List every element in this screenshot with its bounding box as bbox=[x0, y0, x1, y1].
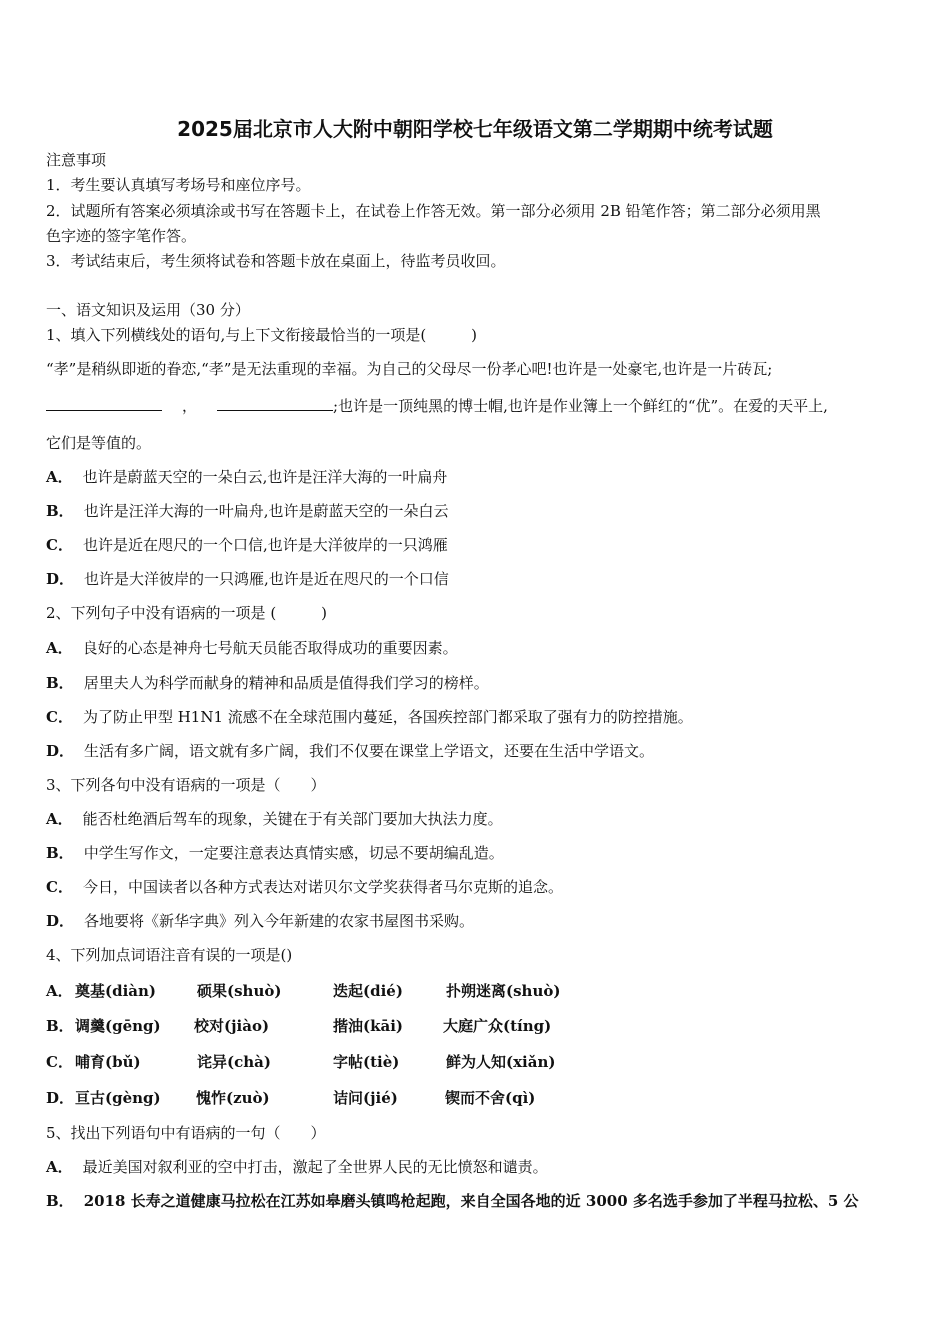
option-key: D． bbox=[46, 742, 75, 760]
question-stem: 3、下列各句中没有语病的一项是（ ） bbox=[46, 776, 326, 794]
option-key: B． bbox=[46, 502, 74, 520]
pinyin-cell: 校对(jiào) bbox=[194, 1017, 270, 1035]
notice-item: 3．考试结束后，考生须将试卷和答题卡放在桌面上，待监考员收回。 bbox=[46, 252, 506, 270]
option-key: B． bbox=[46, 674, 74, 692]
option-a bbox=[46, 638, 458, 658]
answer-blank[interactable] bbox=[217, 396, 333, 411]
option-text: 2018 长寿之道健康马拉松在江苏如皋磨头镇鸣枪起跑，来自全国各地的近 3000 多名选手参加了半程马拉松、5 公 bbox=[83, 1192, 859, 1210]
option-d bbox=[46, 741, 654, 761]
pinyin-cell: 奠基(diàn) bbox=[75, 982, 157, 1000]
pinyin-cell: 锲而不舍(qì) bbox=[445, 1089, 536, 1107]
option-text: 各地要将《新华字典》列入今年新建的农家书屋图书采购。 bbox=[84, 912, 475, 930]
option-text: 生活有多广阔，语文就有多广阔，我们不仅要在课堂上学语文，还要在生活中学语文。 bbox=[84, 742, 655, 760]
option-text: 居里夫人为科学而献身的精神和品质是值得我们学习的榜样。 bbox=[83, 674, 489, 692]
option-text: 为了防止甲型 H1N1 流感不在全球范围内蔓延，各国疾控部门都采取了强有力的防控措施。 bbox=[82, 708, 693, 726]
question-stem: 5、找出下列语句中有语病的一句（ ） bbox=[46, 1124, 326, 1142]
option-c bbox=[46, 707, 693, 727]
notice-item: 2．试题所有答案必须填涂或书写在答题卡上，在试卷上作答无效。第一部分必须用 2B 铅笔作答；第二部分必须用黑 bbox=[46, 202, 821, 220]
option-key: C． bbox=[46, 536, 73, 554]
option-key: B． bbox=[46, 844, 74, 862]
pinyin-cell: 诧异(chà) bbox=[197, 1053, 271, 1071]
notice-item: 色字迹的签字笔作答。 bbox=[46, 227, 197, 245]
answer-blank[interactable] bbox=[46, 396, 162, 411]
option-d bbox=[46, 569, 449, 589]
option-key: D． bbox=[46, 912, 75, 930]
option-key: D． bbox=[46, 1089, 75, 1107]
option-key: A． bbox=[46, 982, 73, 1000]
pinyin-cell: 揩油(kāi) bbox=[333, 1017, 404, 1035]
option-b bbox=[46, 1191, 859, 1211]
option-key: B． bbox=[46, 1017, 74, 1035]
pinyin-cell: 迭起(dié) bbox=[333, 982, 403, 1000]
page-title: 2025届北京市人大附中朝阳学校七年级语文第二学期期中统考试题 bbox=[177, 117, 773, 141]
notice-item: 1．考生要认真填写考场号和座位序号。 bbox=[46, 176, 311, 194]
question-stem: 2、下列句子中没有语病的一项是 ( ) bbox=[46, 604, 328, 622]
question-passage: “孝”是稍纵即逝的眷恋,“孝”是无法重现的幸福。为自己的父母尽一份孝心吧!也许是一处豪宅,也许是一片砖瓦; bbox=[46, 360, 773, 378]
option-text: 良好的心态是神舟七号航天员能否取得成功的重要因素。 bbox=[82, 639, 458, 657]
pinyin-cell: 调羹(gēng) bbox=[75, 1017, 161, 1035]
notice-heading: 注意事项 bbox=[46, 151, 107, 169]
option-key: A． bbox=[46, 639, 73, 657]
option-key: C． bbox=[46, 708, 73, 726]
option-key: A． bbox=[46, 1158, 73, 1176]
option-a bbox=[46, 809, 503, 829]
pinyin-cell: 大庭广众(tíng) bbox=[443, 1017, 552, 1035]
option-key: C． bbox=[46, 878, 73, 896]
pinyin-cell: 诘问(jié) bbox=[333, 1089, 398, 1107]
option-text: 能否杜绝酒后驾车的现象，关键在于有关部门要加大执法力度。 bbox=[82, 810, 503, 828]
option-b bbox=[46, 673, 489, 693]
option-text: 也许是近在咫尺的一个口信,也许是大洋彼岸的一只鸿雁 bbox=[82, 536, 448, 554]
option-a bbox=[46, 467, 447, 487]
pinyin-cell: 扑朔迷离(shuò) bbox=[446, 982, 561, 1000]
question-stem: 4、下列加点词语注音有误的一项是() bbox=[46, 946, 293, 964]
option-b bbox=[46, 501, 448, 521]
section-heading: 一、语文知识及运用（30 分） bbox=[46, 301, 250, 319]
pinyin-cell: 硕果(shuò) bbox=[197, 982, 282, 1000]
option-key: D． bbox=[46, 570, 75, 588]
option-d bbox=[46, 911, 474, 931]
option-text: 也许是大洋彼岸的一只鸿雁,也许是近在咫尺的一个口信 bbox=[84, 570, 449, 588]
option-c bbox=[46, 877, 563, 897]
pinyin-cell: 字帖(tiè) bbox=[333, 1053, 400, 1071]
option-text: 今日，中国读者以各种方式表达对诺贝尔文学奖获得者马尔克斯的追念。 bbox=[82, 878, 563, 896]
question-stem: 1、填入下列横线处的语句,与上下文衔接最恰当的一项是( ) bbox=[46, 326, 478, 344]
option-c bbox=[46, 535, 448, 555]
question-passage: 它们是等值的。 bbox=[46, 434, 152, 452]
option-text: 也许是汪洋大海的一叶扁舟,也许是蔚蓝天空的一朵白云 bbox=[83, 502, 449, 520]
option-a bbox=[46, 1157, 548, 1177]
option-b bbox=[46, 843, 504, 863]
passage-continuation: ;也许是一顶纯黑的博士帽,也许是作业簿上一个鲜红的“优”。在爱的天平上, bbox=[333, 397, 828, 415]
option-key: C． bbox=[46, 1053, 73, 1071]
option-key: B． bbox=[46, 1192, 74, 1210]
option-key: A． bbox=[46, 468, 73, 486]
option-text: 也许是蔚蓝天空的一朵白云,也许是汪洋大海的一叶扁舟 bbox=[82, 468, 448, 486]
pinyin-cell: 哺育(bǔ) bbox=[75, 1053, 141, 1071]
pinyin-cell: 鲜为人知(xiǎn) bbox=[446, 1053, 556, 1071]
option-text: 中学生写作文，一定要注意表达真情实感，切忌不要胡编乱造。 bbox=[83, 844, 504, 862]
option-text: 最近美国对叙利亚的空中打击，激起了全世界人民的无比愤怒和谴责。 bbox=[82, 1158, 548, 1176]
question-passage-blanks bbox=[46, 396, 828, 416]
pinyin-cell: 亘古(gèng) bbox=[75, 1089, 161, 1107]
pinyin-cell: 愧怍(zuò) bbox=[196, 1089, 270, 1107]
option-key: A． bbox=[46, 810, 73, 828]
blank-separator: ， bbox=[182, 397, 198, 415]
